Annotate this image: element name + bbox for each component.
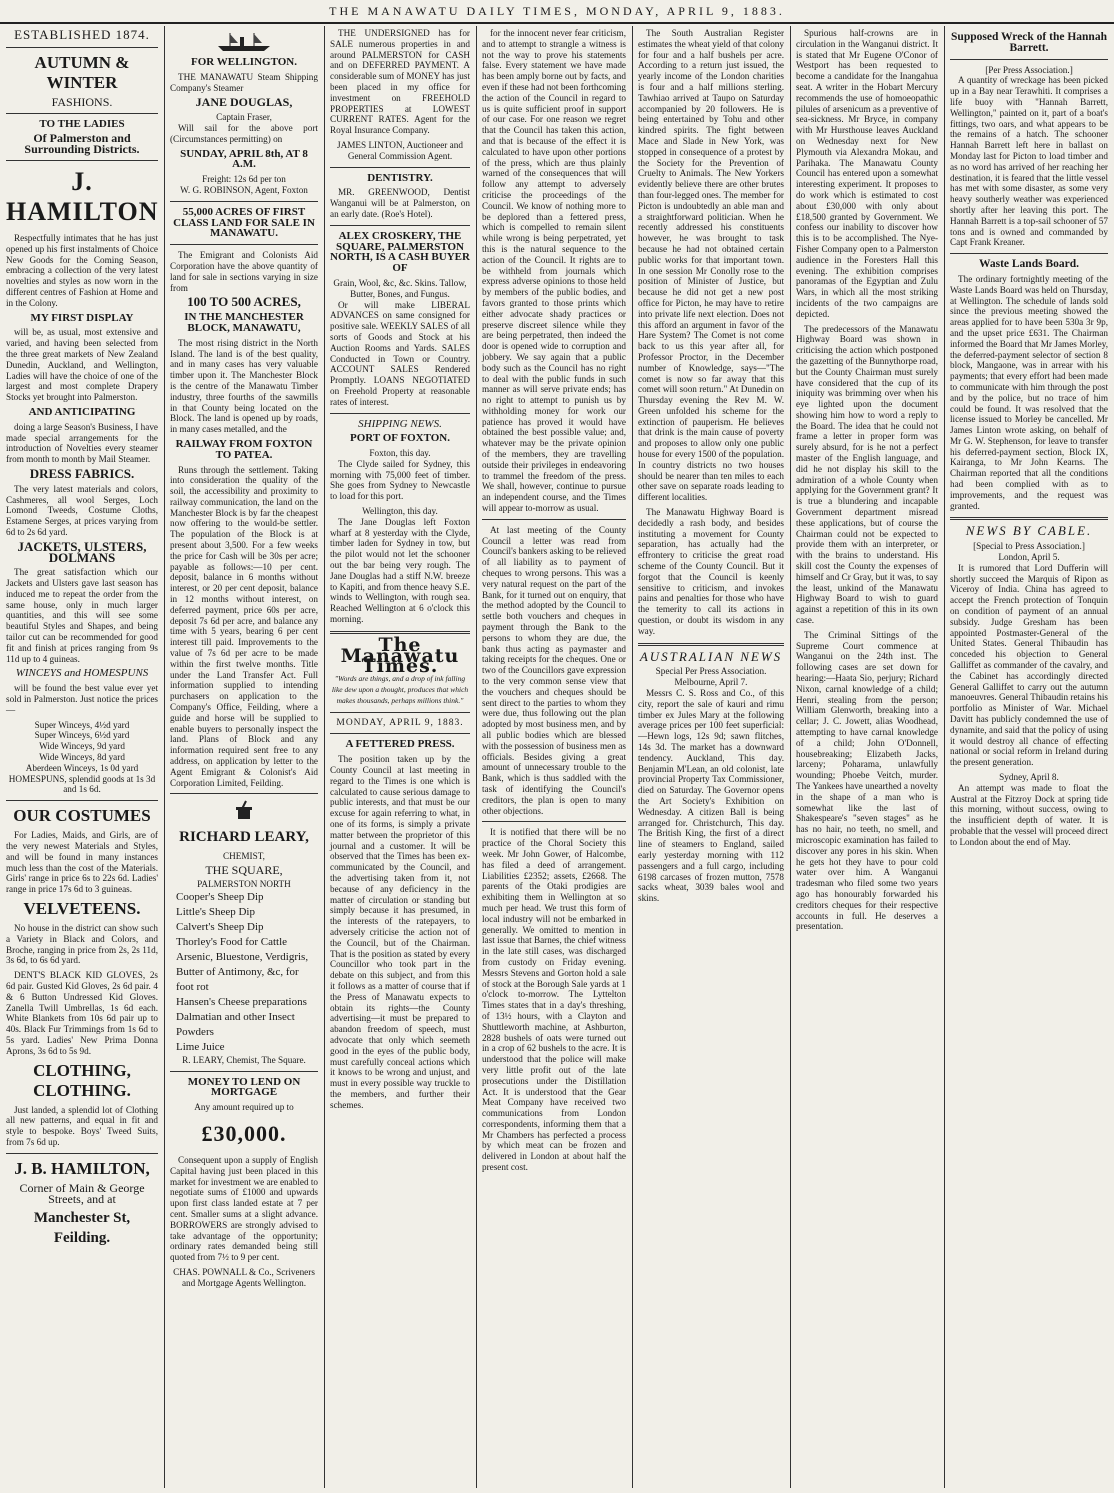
acres-range: 100 TO 500 ACRES,: [187, 294, 301, 310]
corner-line: Corner of Main & George Streets, and at: [19, 1180, 145, 1206]
undersigned-text: THE UNDERSIGNED has for SALE numerous properties in and around PALMERSTON for CASH and on DEFERRED PAYMENT. A considerable sum of MONEY has just been placed in my office for investment on FREEHOLD PROPERTIES at LOWEST CURRENT RATES. Agent for the Royal Insurance Company.: [330, 28, 470, 136]
linton-line: JAMES LINTON, Auctioneer and General Commission Agent.: [337, 139, 463, 161]
leary-list-item: Hansen's Cheese preparations: [176, 995, 307, 1008]
council-bank-text: At last meeting of the County Council a letter was read from Council's bankers asking to be relieved of all liability as to payment of cheques to wrong persons. This was a very natural request on the part of the Bank, for it turned out on enquiry, that the method adopted by the Council to settle both vouchers and cheques in payment through the Bank to the persons to whom they are due, the bank thus acting as paymaster and taking receipts for the cheques. One or two of the Councillors gave expression to the very common sense view that the vouchers and cheques should be sent direct to the parties to whom they were due, thus following out the plan adopted by most business men, and by all public bodies which are blessed with the possession of business men as officials. Besides giving a great amount of unnecessary trouble to the Bank, which is thus saddled with the task of identifying the Council's creditors, the plan is open to many other objections.: [482, 524, 626, 816]
fettered-text: The position taken up by the County Council at last meeting in regard to the Times is one which is calculated to cause serious damage to public interests, and that must be our excuse for again referring to what, in one of its forms, is simply a private matter between the proprietor of this journal and a customer. It will be observed that the Times has been ex-communicated by the Council, and the advertising taken from it, not because of any deficiency in the matter of circulation or standing but simply because it has presumed, in the interests of the ratepayers, to adversely criticise the action not of the Council, but of the Chairman. That is the position as stated by every Councillor who took part in the debate on this subject, and from this it follows as a matter of course that if the Press of Manawatu expects to obtain its rights—the County advertising—it must be prepared to abandon freedom of speech, must advocate that only which seemeth good in the eyes of the public body, must carefully conceal actions which it knows to be wrong and unjust, and must in every possible way truckle to the members, and further their schemes.: [330, 754, 470, 1110]
wreck-heading: Supposed Wreck of the Hannah Barrett.: [951, 31, 1107, 54]
column-editorial-cont: [478, 28, 630, 1486]
leary-list-item: Lime Juice: [176, 1040, 225, 1053]
newspaper-date: MONDAY, APRIL 9, 1883.: [336, 717, 464, 728]
wellington-text: The Jane Douglas left Foxton wharf at 8 yesterday with the Clyde, timber laden for Sydney in tow, but the pilot would not let the schooner out the bar being very rough. The Jane Douglas had a stiff N.W. breeze to Kapiti, and from thence heavy S.E. winds to Wellington, with rough sea. Reached Wellington at 6 o'clock this morning.: [330, 516, 470, 625]
winceys-item: Wide Winceys, 9d yard: [39, 741, 125, 752]
money-heading: MONEY TO LEND ON MORTGAGE: [187, 1075, 301, 1099]
autumn-heading: AUTUMN & WINTER: [34, 52, 130, 92]
chemist-line: CHEMIST,: [223, 851, 265, 862]
ship-text: THE MANAWATU Steam Shipping Company's Steamer: [170, 71, 318, 93]
costumes-heading: OUR COSTUMES: [13, 806, 151, 826]
ship-name: JANE DOUGLAS,: [195, 95, 293, 110]
highway-board-text: The Manawatu Highway Board is decidedly a rash body, and besides instituting a movement for County separation, has actually had the effrontery to criticise the great road scheme of the County Council. But it forgot that the Council is keenly sensitive to criticism, and invokes pains and penalties for those who have the temerity to call its actions in question, or doubt its wisdom in any way.: [638, 507, 784, 636]
leary-list-item: Little's Sheep Dip: [176, 905, 255, 918]
column-rule: [632, 26, 633, 1488]
money-text-2: Consequent upon a supply of English Capital having just been placed in this market for investment we are enabled to negotiate sums of £1000 and upwards upon first class landed estate at 7 per cent. Smaller sums at a slight advance. BORROWERS are strongly advised to take advantage of the opportunity; ordinary rates demanded being still quoted from 7½ to 9 per cent.: [170, 1154, 318, 1263]
column-rule: [790, 26, 791, 1488]
leary-heading: RICHARD LEARY,: [179, 829, 309, 846]
cable-date: London, April 5.: [998, 552, 1060, 563]
winceys-item: Super Winceys, 6½d yard: [34, 730, 130, 741]
local-news-text: The South Australian Register estimates the wheat yield of that colony for four and a half bushels per acre. According to a return just issued, the yearly income of the London charities is four and a half millions sterling. Tawhiao arrived at Taupo on Saturday accompanied by 20 followers. He is being entertained by Tohu and other kindred spirits. The fight between Mace and Slade in New York, was stopped in consequence of a protest by the Society for the Prevention of Cruelty to Animals. The New Yorkers evidently believe there are other brutes than four-legged ones. The member for Picton is undoubtedly an able man and a straightforward politician. When he recently addressed his constituents however, he was brought to task because he had not obtained certain public works for that important town. In one session Mr Conolly rose to the position of Minister of Justice, but because he did not get a new post office for Picton, he may have to retire into private life next election. Does not this afford an argument in favor of the Hare System? The Comet is not come back to us this year after all, for Professor Proctor, in the December number of Knowledge, says—"The comet is now so far away that this comet will soon return." At Dunedin on Thursday evening the Rev M. W. Green unfolded his scheme for the extinction of pauperism. He believes that drink is the main cause of poverty and proposes to allow only one public house for every 1500 of the population. In country districts no two houses should be nearer than ten miles to each other save on separate roads leading to different localities.: [638, 28, 784, 503]
croskery-list: Grain, Wool, &c, &c. Skins. Tallow, Butter, Bones, and Fungus.: [333, 277, 467, 299]
hamilton-text: Respectfully intimates that he has just opened up his first instalments of Choice New Goods for the Coming Season, embracing a collection of the very latest novelties and styles as now worn in the different centres of Fashion at Home and in the Colony.: [6, 232, 158, 308]
column-local-news: [634, 28, 788, 1486]
aus-agency: Special Per Press Association.: [655, 666, 767, 677]
dentistry-heading: DENTISTRY.: [367, 171, 433, 184]
leary-sign: R. LEARY, Chemist, The Square.: [182, 1054, 306, 1065]
anticipating-heading: AND ANTICIPATING: [28, 405, 136, 418]
sydney-date: Sydney, April 8.: [999, 772, 1059, 782]
winceys-item: HOMESPUNS, splendid goods at 1s 3d and 1s 6d.: [8, 773, 156, 795]
emigrant-text: The Emigrant and Colonists Aid Corporation have the above quantity of land for sale in sections varying in size from: [170, 250, 318, 293]
railway-heading: RAILWAY FROM FOXTON TO PATEA.: [175, 437, 313, 461]
criminal-sittings-text: The Criminal Sittings of the Supreme Court commence at Wanganui on the 24th inst. The following cases are set down for hearing:—Haata Sio, perjury; Richard Nixon, carnal knowledge of a child; Henri, stealing from the person; William Glenworth, breaking into a cellar; J. C. Jowett, alias Woodhead, attempting to have carnal knowledge of a child; John O'Donnell, housebreaking; Elizabeth Jacks, larceny; Poharama, unlawfully wounding; Phoebe Veitch, murder. The Yankees have unearthed a novelty in the shape of a man who is somewhat like the last of Shakespeare's "seven stages" as he has no hair, no teeth, no smell, and microscopic examination has failed to discover any pores in his skin. When he gets hot they have to pour cold water over him. A Wanganui tradesman who filed some two years ago has honourably forwarded his creditors cheques for their respective accounts in full. He deserves a presentation.: [796, 629, 938, 932]
sail-text: Will sail for the above port (Circumstances permitting) on: [170, 122, 318, 144]
highway-criticism-text: The predecessors of the Manawatu Highway Board was shown in criticising the action which postponed the gazetting of the Bunnythorpe road, but the County Chairman must surely have considered that the cup of its iniquity was brimming over when his eye lighted upon the document showing him how to word a reply to the Board. The idea that he could not frame a letter in proper form was surely absurd, for is he not a perfect master of the English language, and did he not display his skill to the admiration of a whole County when applying for the Government grant? It is true a blundering and incapable Government department misread these applications, but of course the Chairman could not be expected to provide them with an interpreter, or with the brains to understand. His skill cost the County the expenses of himself and Cr Gray, but it was, to say the least, unkind of the Manawatu Highway Board to wish to guard against a repetition of this in its own case.: [796, 323, 938, 626]
costumes-text: For Ladies, Maids, and Girls, are of the very newest Materials and Styles, and will be found in many instances much less than the cost of the Materials. Girls' range in price 6s to 22s 6d. Ladies' range in price 17s 6d to 3 guineas.: [6, 830, 158, 895]
column-adverts-editorial: [326, 28, 474, 1486]
wreck-text: A quantity of wreckage has been picked up in a Bay near Terawhiti. It comprises a life buoy with "Hannah Barrett, Wellington," painted on it, part of a boat's fittings, two oars, and what appears to be the remains of a hatch. The schooner Hannah Barrett left here in ballast on Monday last for Picton to load timber and as no word has arrived of her reaching her destination, it is feared that the little vessel has met with some disaster, as some very heavy southerly weather was experienced shortly after her leaving this port. The Hannah Barrett is a top-sail schooner of 57 tons and is owned and commanded by Capt Frank Kreaner.: [950, 75, 1108, 248]
port-text: The Clyde sailed for Sydney, this morning with 75,000 feet of timber. She goes from Sydney to Newcastle to load for this port.: [330, 458, 470, 502]
anticipating-text: doing a large Season's Business, I have made special arrangements for the introduction of Novelties every steamer from month to month by Mail Steamer.: [6, 421, 158, 465]
column-rule: [944, 26, 945, 1488]
winceys-text: will be found the best value ever yet sold in Palmerston. Just notice the prices—: [6, 683, 158, 715]
aus-text: Messrs C. S. Ross and Co., of this city, report the sale of kauri and rimu timber ex Jules Mary at the following average prices per 100 feet superficial:—Hewn logs, 12s 9d; sawn flitches, 14s 3d. The market has a downward tendency. Auckland, This day. Benjamin M'Lean, an old colonist, late provincial Property Tax Commissioner, died on Saturday. The Governor opens the Art Society's Exhibition on Wednesday. A citizen Ball is being arranged for. Christchurch, This day. The British King, the first of a direct line of steamers to England, sailed early yesterday morning with 112 passengers and a full cargo, including 6198 carcases of frozen mutton, 7578 sacks wheat, 3039 bales wool and skins.: [638, 688, 784, 904]
railway-text: Runs through the settlement. Taking into consideration the quality of the soil, the accessibility and proximity to railway communication, the land on the Manchester Block is by far the cheapest now offering to the would-be settler. The population of the Block is at present about 3,500. For a few weeks the price for Cash will be 30s per acre; payable as follows:—10 per cent. deposit, balance in 6 months without interest, or 20 per cent deposit, balance in 12 months without interest, on deferred payment, price 60s per acre, deposit 7s 6d per acre, and balance any time with 5 years, bearing 6 per cent interest till paid. Improvements to the value of 7s 6d per acre to be made within the first twelve months. Title under the Land Transfer Act. Full information supplied to intending purchasers on application to the Company's Office, Feilding, where a guide and horse will be supplied to enable buyers to personally inspect the land. Plans of Block and any information required sent free to any address, on application by letter to the Agent Emigrant & Colonist's Aid Corporation Limited, Feilding.: [170, 464, 318, 788]
sail-date: SUNDAY, APRIL 8th, AT 8 A.M.: [180, 147, 308, 171]
editorial-text: for the innocent never fear criticism, and to attempt to strangle a witness is not the way to prove his statements false. Every statement we have made has been amply borne out by facts, and even if these had not been forthcoming the action of the Council in regard to us is quite sufficient proof in support of our case. For one reason we regret that the Council has taken this action, and that is because of the effect it is calculated to have upon other portions of the press, which are thus plainly warned of the consequences that will follow any attempt to adversely criticise the proceedings of the Council. We know of nothing more to be deplored than a fettered press, which is compelled to remain silent while wrong is being perpetrated, yet this is the natural sequence to the action of the Council. It rights are to be withheld from journals which express adverse opinions to those held by members of the public bodies, and favors granted to those prints which either advocate shady practices or preserve discreet silence while they are being perpetrated, then indeed the door is opened wide to corruption and jobbery. We say again that a public body such as the Council has no right to deal with the public funds in such manner as will serve private ends; has no right to attempt to punish us by withholding money for work our patience has proved it would have obtained the best possible value; and, whatever may be the private opinion of the members, they are travelling outside their privileges in endeavoring to trammel the freedom of the press. We shall, however, continue to pursue an independent course, and the Times will appear to-morrow as usual.: [482, 28, 626, 514]
column-general-news: [792, 28, 942, 1486]
palmerston-north-line: PALMERSTON NORTH: [197, 879, 291, 889]
fettered-heading: A FETTERED PRESS.: [345, 738, 455, 751]
freight-line: Freight: 12s 6d per ton: [202, 174, 286, 185]
money-amount: £30,000.: [201, 1120, 287, 1146]
leary-list-item: Thorley's Food for Cattle: [176, 935, 288, 948]
clothing-text: Just landed, a splendid lot of Clothing all new patterns, and equal in fit and style to bespoke. Boys' Tweed Suits, from 7s 6d up.: [6, 1104, 158, 1147]
pestle-mortar-icon: [232, 799, 256, 823]
leary-list-item: Dalmatian and other Insect Powders: [176, 1010, 295, 1038]
column-rule: [324, 26, 325, 1488]
block-heading: IN THE MANCHESTER BLOCK, MANAWATU,: [184, 311, 304, 334]
established-line: ESTABLISHED 1874.: [14, 28, 150, 42]
local-notes-text: It is notified that there will be no practice of the Choral Society this week. Mr John Gower, of Halcombe, has filed a deed of arrangement. Liabilities £2352; assets, £2668. The parents of the Otaki prodigies are exhibiting them in Wellington at so much per head. We trust this form of local industry will not be embarked in generally. We omitted to mention in last issue that Barnes, the chief witness in the late still cases, was discharged from custody on Friday evening. Messrs Stevens and Gorton hold a sale of stock at the Borough Sale yards at 1 o'clock to-morrow. The Lyttelton Times states that in a day's threshing, of 13½ hours, with a Clayton and Shuttleworth machine, at Ashburton, 2828 bushels of oats were turned out in a crop of 62 bushels to the acre. It is understood that the police will make very little profit out of the late prosecutions under the Distillation Act. It is understood that the Gear Meat Company have received two communications from London correspondents, informing them that a Mr Chambers has perfected a process by which meat can be frozen and delivered in London at about half the present cost.: [482, 827, 626, 1173]
shipping-heading: SHIPPING NEWS.: [358, 417, 442, 430]
waste-lands-text: The ordinary fortnightly meeting of the Waste Lands Board was held on Thursday, at Wellington. The schedule of lands sold since the previous meeting showed the areas applied for to have been 530a 3r 9p, and the upset price £631. The Chairman informed the Board that Mr James Morley, the deferred-payment selector of section 8 block, Mangaone, was in arrear with his payments; that every effort had been made to communicate with him through the post and by the police, but no trace of him could be found. It was resolved that the license issued to Morley be cancelled. Mr James Linton wrote asking, on behalf of Mr G. W. Stephenson, for leave to transfer his deferred-payment section, Block IX, Kairanga, to Mr John Kearns. The Chairman reported that all the conditions had been complied with as to improvements, and the request was granted.: [950, 273, 1108, 511]
velveteens-text: No house in the district can show such a Variety in Black and Colors, and Broche, ranging in price from 2s, 2s 11d, 3s 6d, to 6s 6d yard.: [6, 923, 158, 966]
money-text: Any amount required up to: [194, 1102, 294, 1113]
wellington-date: Wellington, this day.: [362, 506, 438, 517]
steamship-icon: [214, 31, 274, 53]
croskery-text: Or will make LIBERAL ADVANCES on same consigned for positive sale. WEEKLY SALES of all sorts of Goods and Stock at his Auction Rooms and Yards. SALES Conducted in Town or Country. ACCOUNT SALES Rendered Promptly. LOANS NEGOTIATED on Freehold Property at reasonable rates of interest.: [330, 299, 470, 407]
to-ladies-heading: TO THE LADIES: [39, 117, 125, 130]
dress-heading: DRESS FABRICS.: [29, 465, 135, 481]
waste-lands-heading: Waste Lands Board.: [978, 258, 1079, 271]
port-date: Foxton, this day.: [369, 448, 431, 459]
wreck-agency: [Per Press Association.]: [985, 64, 1073, 75]
acres-heading: 55,000 ACRES OF FIRST CLASS LAND FOR SALE IN MANAWATU.: [173, 205, 315, 240]
jb-hamilton-heading: J. B. HAMILTON,: [14, 1158, 150, 1178]
hamilton-heading: J. HAMILTON: [6, 166, 159, 226]
jackets-text: The great satisfaction which our Jackets and Ulsters gave last season has induced me to repeat the order from the same house, only in much larger quantities, and this will see some beautiful Styles and Shapes, and being tailor cut can be recommended for good fit and finish at prices ranging from 9s 11d up to 4 guineas.: [6, 567, 158, 664]
newspaper-motto: "Words are things, and a drop of ink falling like dew upon a thought, produces that which makes thousands, perhaps millions think.": [331, 674, 469, 705]
masthead: THE MANAWATU DAILY TIMES, MONDAY, APRIL 9, 1883.: [0, 0, 1114, 24]
aus-date: Melbourne, April 7.: [674, 677, 748, 688]
block-text: The most rising district in the North Island. The land is of the best quality, and in many cases has very valuable timber upon it. The Manchester Block is the centre of the Manawatu Timber industry, three fourths of the sawmills in that County being located on the Block. The land is opened up by roads, in many cases metalled, and the: [170, 337, 318, 435]
winceys-item: Aberdeen Winceys, 1s 0d yard: [25, 762, 139, 773]
pownall-line: CHAS. POWNALL & Co., Scriveners and Mortgage Agents Wellington.: [173, 1266, 315, 1288]
port-heading: PORT OF FOXTON.: [350, 432, 450, 445]
cable-agency: [Special to Press Association.]: [973, 541, 1085, 552]
fashions-heading: FASHIONS.: [51, 94, 113, 109]
manchester-line: Manchester St, Feilding.: [33, 1210, 131, 1247]
square-line: THE SQUARE,: [205, 863, 283, 878]
column-shipping-land: [166, 28, 322, 1486]
leary-list-item: Arsenic, Bluestone, Verdigris, Butter of Antimony, &c, for foot rot: [176, 950, 309, 993]
column-rule: [164, 26, 165, 1488]
dress-text: The very latest materials and colors, Cashmeres, all wool Serges, Loch Lomond Tweeds, Costume Cloths, Estamene Serges, at prices varying from 6d to 2s 6d yard.: [6, 483, 158, 537]
velveteens-heading: VELVETEENS.: [23, 899, 141, 919]
jackets-heading: JACKETS, ULSTERS, DOLMANS: [17, 538, 147, 565]
first-display-heading: MY FIRST DISPLAY: [30, 311, 134, 324]
column-hamilton-advert: [2, 28, 162, 1486]
winceys-item: Super Winceys, 4½d yard: [34, 719, 130, 730]
palmerston-heading: Of Palmerston and Surrounding Districts.: [24, 131, 140, 157]
cable-heading: NEWS BY CABLE.: [965, 523, 1093, 539]
column-telegrams: [946, 28, 1112, 1486]
captain-line: Captain Fraser,: [216, 112, 272, 123]
gloves-text: DENT'S BLACK KID GLOVES, 2s 6d pair. Gusted Kid Gloves, 2s 6d pair. 4 & 6 Button Undressed Kid Gloves. Zanella Twill Umbrellas, 1s 6d each. White Blankets from 10s 6d pair up to 40s. Black Fur Trimmings from 1s 6d to 5s yard. Ladies' New Prima Donna Aprons, 3s 6d to 5s 9d.: [6, 970, 158, 1056]
greenwood-text: MR. GREENWOOD, Dentist Wanganui will be at Palmerston, on an early date. (Roe's Hotel).: [330, 187, 470, 219]
clothing-heading: CLOTHING, CLOTHING.: [33, 1060, 131, 1100]
display-text: will be, as usual, most extensive and varied, and having been selected from the three great markets of New Zealand Dunedin, Auckland, and Wellington, Ladies will have the choice of one of the largest and most complete Drapery Stocks yet brought into Palmerston.: [6, 327, 158, 403]
column-rule: [476, 26, 477, 1488]
newspaper-title: The Manawatu Times.: [340, 633, 460, 678]
agent-line: W. G. ROBINSON, Agent, Foxton: [180, 184, 308, 195]
croskery-heading: ALEX CROSKERY, THE SQUARE, PALMERSTON NORTH, IS A CASH BUYER OF: [330, 229, 470, 275]
for-wellington-heading: FOR WELLINGTON.: [191, 56, 297, 68]
cable-text: It is rumored that Lord Dufferin will shortly succeed the Marquis of Ripon as Viceroy of India. China has agreed to accept the French protection of Tonquin on condition of payment of an annual subsidy. Judge Gresham has been appointed Postmaster-General of the United States. General Thibaudin has conceded his objection to General Galliffet as commander of the cavalry, and the Cabinet has accordingly directed General Galliffet to carry out the autumn manoeuvres. General Thibaudin retains his portfolio as Minister of War. Michael Davitt has publicly condemned the use of dynamite, and said that the policy of using it would destroy all chance of effecting national or social reform in Ireland during the present generation.: [950, 562, 1108, 768]
sydney-text: An attempt was made to float the Austral at the Fitzroy Dock at spring tide this morning, without success, owing to the insufficient depth of water. It is probable that the vessel will proceed direct to London about the end of May.: [950, 782, 1108, 847]
winceys-item: Wide Winceys, 8d yard: [39, 752, 125, 763]
leary-list-item: Cooper's Sheep Dip: [176, 890, 264, 903]
leary-list-item: Calvert's Sheep Dip: [176, 920, 264, 933]
general-news-text: Spurious half-crowns are in circulation in the Wanganui district. It is stated that Mr Eugene O'Conor of Westport has been requested to become a candidate for the Inangahua seat. A writer in the Hobart Mercury recommends the use of homoeopathic pilules of arsenicum as a preventive of sea-sickness. Mr Bryce, in company with Mr Hursthouse leaves Auckland on Wednesday next for New Plymouth via Alexandra Mokau, and Parihaka. The Manawatu County Council has entered upon a somewhat interesting experiment. It proposes to do work which is estimated to cost about £30,000 with only about £18,500 granted by Government. We confess our inability to discover how this is to be accomplished. The Nye-Fisher Company open to a Palmerston audience in the Foresters Hall this evening. The exhibition comprises panoramas of the Egyptian and Zulu Wars, in which all the most striking incidents of the two campaigns are depicted.: [796, 28, 938, 319]
winceys-heading: WINCEYS and HOMESPUNS: [15, 667, 149, 680]
australian-news-heading: AUSTRALIAN NEWS: [639, 648, 783, 664]
